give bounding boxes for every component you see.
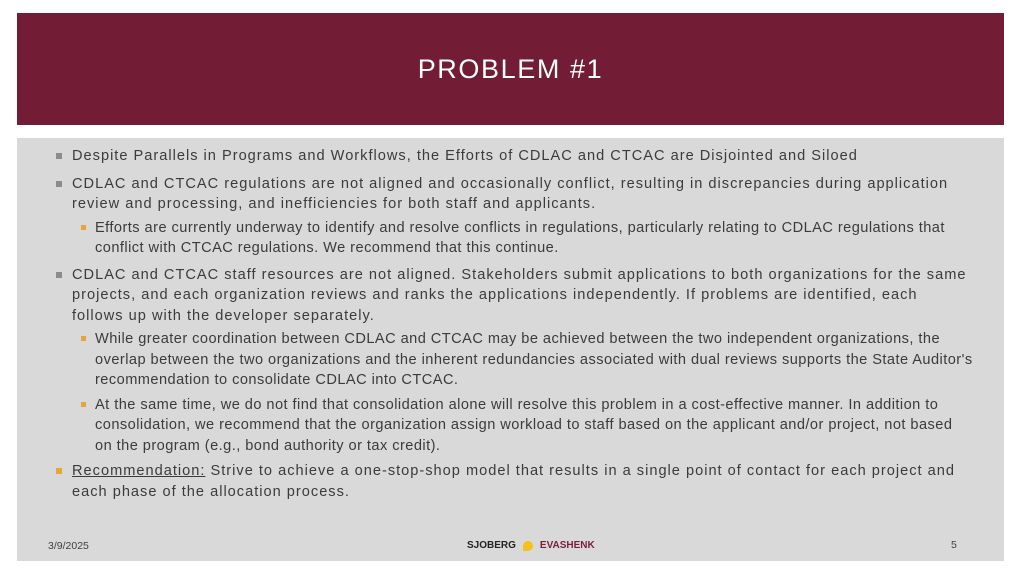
- logo-evashenk: EVASHENK: [539, 540, 595, 551]
- bullet-disjointed: Despite Parallels in Programs and Workflows, the Efforts of CDLAC and CTCAC are Disjointed and Siloed: [54, 146, 974, 167]
- recommendation-label: Recommendation:: [72, 463, 206, 479]
- bullet-staff-resources: CDLAC and CTCAC staff resources are not aligned. Stakeholders submit applications to both organizations for the same projects, and each organization reviews and ranks the applications independently. If problems are identified, each follows up with the developer separately.: [54, 265, 974, 327]
- bullet-regulations: CDLAC and CTCAC regulations are not aligned and occasionally conflict, resulting in discrepancies during application review and processing, and inefficiencies for both staff and applicants.: [54, 174, 974, 215]
- subbullet-consolidation: At the same time, we do not find that consolidation alone will resolve this problem in a cost-effective manner. In addition to consolidation, we recommend that the organization assign workload to staff based on the applicant and/or project, not based on the program (e.g., bond authority or tax credit).: [54, 395, 974, 457]
- bullet-list: [54, 146, 974, 509]
- footer-date: 3/9/2025: [48, 540, 89, 552]
- company-logo: [467, 540, 595, 551]
- subbullet-regulations-conflicts: Efforts are currently underway to identify and resolve conflicts in regulations, particularly relating to CDLAC regulations that conflict with CTCAC regulations. We recommend that this continue.: [54, 218, 974, 259]
- sun-icon: [523, 541, 533, 551]
- bullet-recommendation: [54, 461, 974, 502]
- subbullet-coordination: While greater coordination between CDLAC and CTCAC may be achieved between the two independent organizations, the overlap between the two organizations and the inherent redundancies associated with dual reviews supports the State Auditor's recommendation to consolidate CDLAC into CTCAC.: [54, 329, 974, 391]
- content-panel: [17, 138, 1004, 561]
- title-band: [17, 13, 1004, 125]
- logo-sjoberg: SJOBERG: [467, 540, 516, 551]
- slide-title: PROBLEM #1: [417, 53, 604, 84]
- recommendation-text: Strive to achieve a one-stop-shop model that results in a single point of contact for each project and each phase of the allocation process.: [72, 463, 955, 500]
- page-number: 5: [951, 539, 957, 551]
